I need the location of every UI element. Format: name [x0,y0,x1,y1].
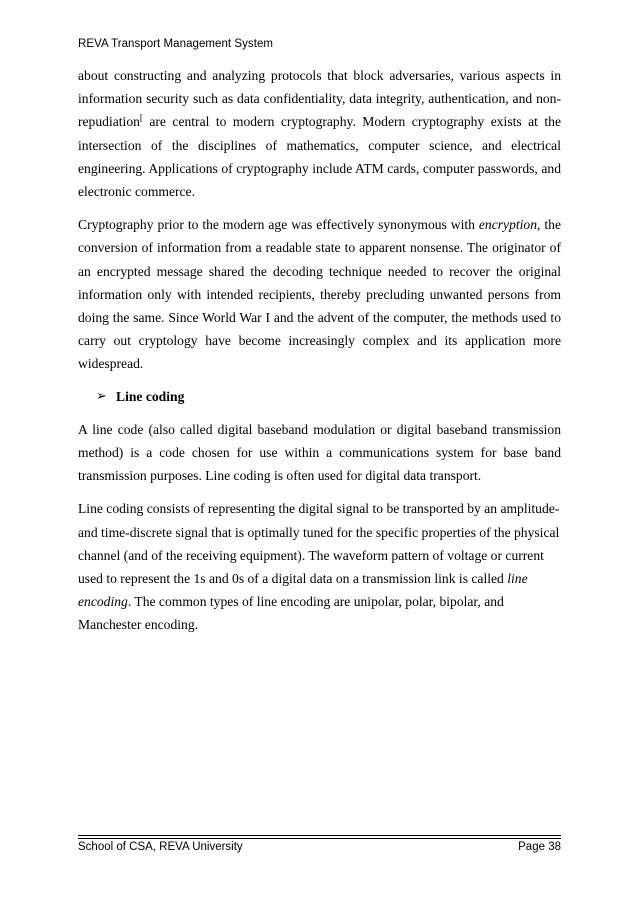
section-heading-line-coding [96,385,561,408]
paragraph-line-coding-details [78,497,561,636]
paragraph-cryptography-intro [78,64,561,203]
footnote-mark: [ [139,112,143,123]
page-header: REVA Transport Management System [78,38,274,50]
paragraph-text: Cryptography prior to the modern age was effectively synonymous with [78,217,479,233]
page-footer [78,841,561,853]
arrow-bullet-icon: ➢ [96,388,107,404]
paragraph-text: about constructing and analyzing protocols that block adversaries, various aspects in information security such as data confidentiality, data integrity, authentication, and non-repudiation [78,68,561,130]
paragraph-cryptography-history [78,213,561,375]
italic-term-encryption: encryption [478,217,538,233]
footer-divider [78,835,561,836]
footer-institution: School of CSA, REVA University [78,841,243,853]
page-number: Page 38 [518,841,561,853]
page-body [78,64,561,647]
paragraph-text: , the conversion of information from a readable state to apparent nonsense. The originator of an encrypted message shared the decoding technique needed to recover the original information only with intended recipients, thereby precluding unwanted persons from doing the same. Since World War I and the advent of the computer, the methods used to carry out cryptology have become increasingly complex and its application more widespread. [78,217,561,372]
footer-divider-thin [78,838,561,839]
paragraph-line-code-definition: A line code (also called digital baseband modulation or digital baseband transmission method) is a code chosen for use within a communications system for base band transmission purposes. Line coding is often used for digital data transport. [78,421,561,484]
paragraph-text: . The common types of line encoding are unipolar, polar, bipolar, and Manchester encoding. [78,594,504,633]
section-heading-label: Line coding [116,388,185,404]
paragraph-text: Line coding consists of representing the digital signal to be transported by an amplitude- and time-discrete signal that is optimally tuned for the specific properties of the physical channel (and of the receiving equipment). The waveform pattern of voltage or current used to represent the 1s and 0s of a digital data on a transmission link is called [78,501,560,587]
paragraph-text: are central to modern cryptography. Modern cryptography exists at the intersection of the disciplines of mathematics, computer science, and electrical engineering. Applications of cryptography include ATM cards, computer passwords, and electronic commerce. [78,114,561,200]
italic-term-line-encoding: line encoding [78,571,528,610]
